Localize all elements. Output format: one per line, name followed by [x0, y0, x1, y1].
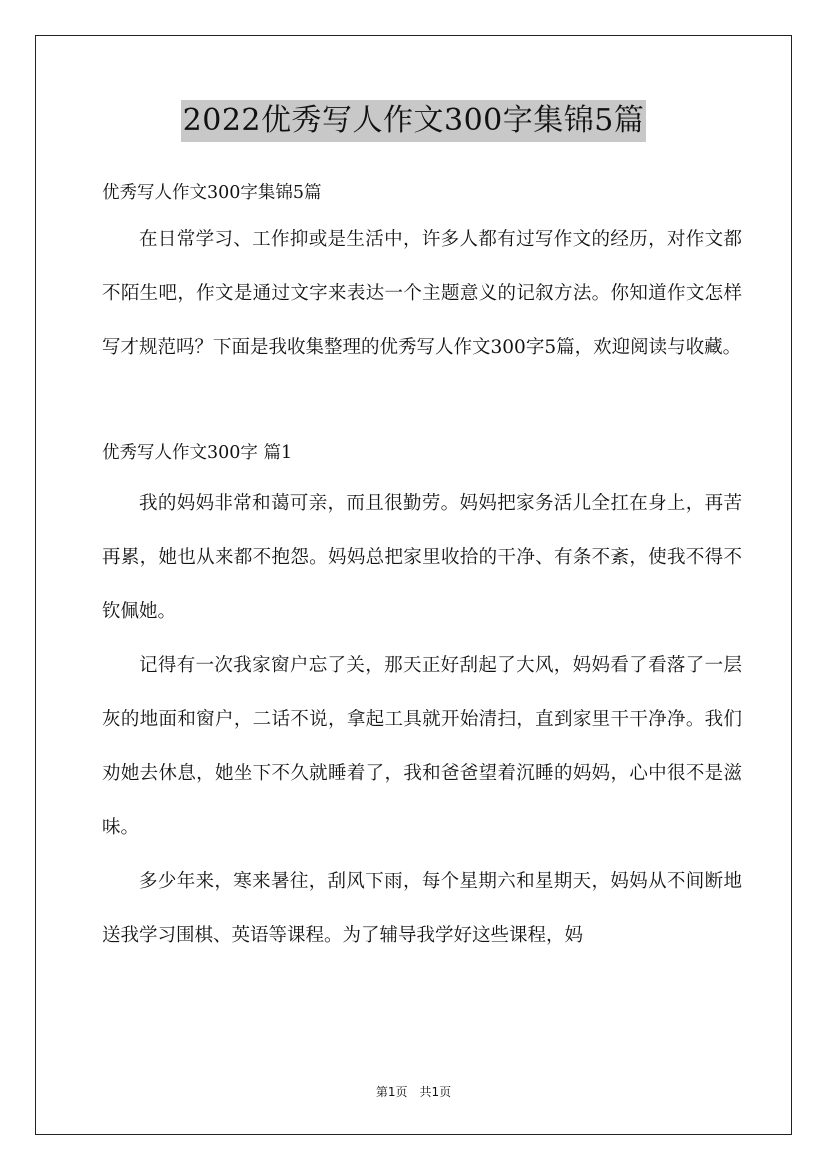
- section-heading: 优秀写人作文300字 篇1: [102, 443, 293, 463]
- body-paragraph: 我的妈妈非常和蔼可亲，而且很勤劳。妈妈把家务活儿全扛在身上，再苦再累，她也从来都不抱怨。妈妈总把家里收拾的干净、有条不紊，使我不得不钦佩她。: [102, 493, 742, 622]
- document-body: [102, 175, 742, 963]
- page-footer: 第1页 共1页: [375, 1085, 452, 1099]
- body-paragraph: 多少年来，寒来暑往，刮风下雨，每个星期六和星期天，妈妈从不间断地送我学习围棋、英语等课程。为了辅导我学好这些课程，妈: [102, 871, 742, 946]
- title-container: [0, 100, 827, 142]
- body-paragraph: 记得有一次我家窗户忘了关，那天正好刮起了大风，妈妈看了看落了一层灰的地面和窗户，二话不说，拿起工具就开始清扫，直到家里干干净净。我们劝她去休息，她坐下不久就睡着了，我和爸爸望着沉睡的妈妈，心中很不是滋味。: [102, 655, 742, 838]
- intro-paragraph: 在日常学习、工作抑或是生活中，许多人都有过写作文的经历，对作文都不陌生吧，作文是通过文字来表达一个主题意义的记叙方法。你知道作文怎样写才规范吗？下面是我收集整理的优秀写人作文300字5篇，欢迎阅读与收藏。: [102, 229, 742, 358]
- document-subtitle: 优秀写人作文300字集锦5篇: [102, 183, 322, 203]
- document-title: 2022优秀写人作文300字集锦5篇: [181, 100, 647, 142]
